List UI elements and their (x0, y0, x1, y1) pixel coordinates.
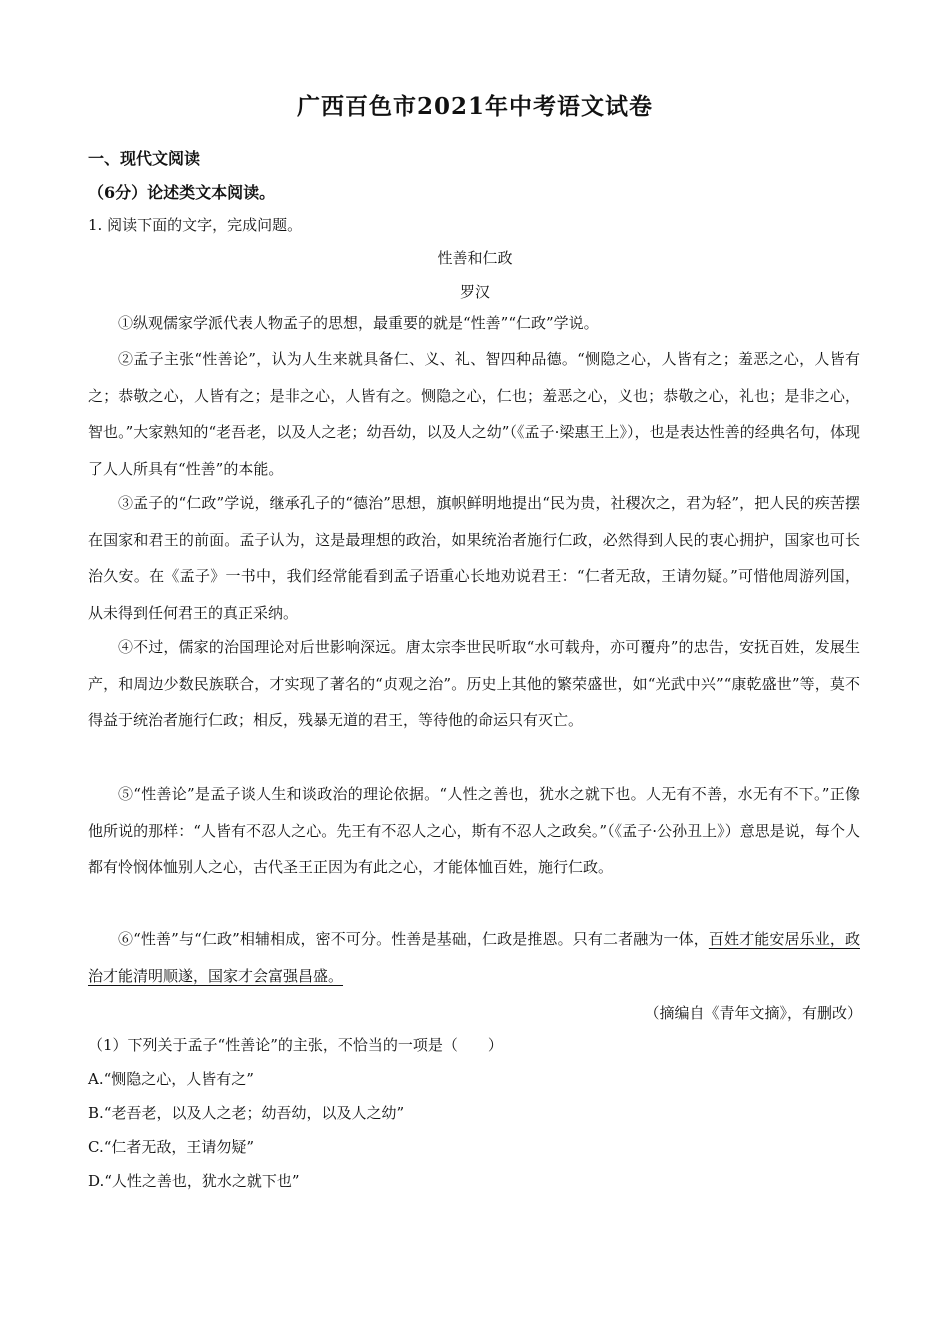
option-a: A.“恻隐之心，人皆有之” (88, 1070, 254, 1088)
paragraph-6-text: ⑥“性善”与“仁政”相辅相成，密不可分。性善是基础，仁政是推恩。只有二者融为一体， (118, 930, 709, 948)
article-paragraph-4: ④不过，儒家的治国理论对后世影响深远。唐太宗李世民听取“水可载舟，亦可覆舟”的忠告，安抚百姓，发展生产，和周边少数民族联合，才实现了著名的“贞观之治”。历史上其他的繁荣盛世，如“光武中兴”“康乾盛世”等，莫不得益于统治者施行仁政；相反，残暴无道的君王，等待他的命运只有灭亡。 (88, 638, 860, 730)
article-source: （摘编自《青年文摘》，有删改） (644, 1004, 862, 1022)
article-paragraph-2: ②孟子主张“性善论”，认为人生来就具备仁、义、礼、智四种品德。“恻隐之心，人皆有之；羞恶之心，人皆有之；恭敬之心，人皆有之；是非之心，人皆有之。恻隐之心，仁也；羞恶之心，义也；恭敬之心，礼也；是非之心，智也。”大家熟知的“老吾老，以及人之老；幼吾幼，以及人之幼”（《孟子·梁惠王上》），也是表达性善的经典名句，体现了人人所具有“性善”的本能。 (88, 350, 860, 478)
option-d: D.“人性之善也，犹水之就下也” (88, 1172, 300, 1190)
question-intro: 1. 阅读下面的文字，完成问题。 (88, 216, 303, 234)
section-heading: 一、现代文阅读 (88, 149, 201, 168)
option-c: C.“仁者无敌，王请勿疑” (88, 1138, 255, 1156)
article-paragraph-1: ①纵观儒家学派代表人物孟子的思想，最重要的就是“性善”“仁政”学说。 (118, 314, 599, 332)
page-title: 广西百色市2021年中考语文试卷 (296, 93, 653, 120)
question-1-stem: （1）下列关于孟子“性善论”的主张，不恰当的一项是（ ） (88, 1036, 503, 1054)
article-paragraph-3: ③孟子的“仁政”学说，继承孔子的“德治”思想，旗帜鲜明地提出“民为贵，社稷次之，君为轻”，把人民的疾苦摆在国家和君王的前面。孟子认为，这是最理想的政治，如果统治者施行仁政，必然得到人民的衷心拥护，国家也可长治久安。在《孟子》一书中，我们经常能看到孟子语重心长地劝说君王：“仁者无敌，王请勿疑。”可惜他周游列国，从未得到任何君王的真正采纳。 (88, 494, 860, 622)
underlined-sentence: 百姓才能安居乐业，政治才能清明顺遂，国家才会富强昌盛。 (88, 930, 860, 985)
article-paragraph-5: ⑤“性善论”是孟子谈人生和谈政治的理论依据。“人性之善也，犹水之就下也。人无有不善，水无有不下。”正像他所说的那样：“人皆有不忍人之心。先王有不忍人之心，斯有不忍人之政矣。”（《孟子·公孙丑上》）意思是说，每个人都有怜悯体恤别人之心，古代圣王正因为有此之心，才能体恤百姓，施行仁政。 (88, 785, 860, 877)
article-paragraph-6 (88, 921, 860, 994)
article-author: 罗汉 (459, 283, 490, 301)
article-title: 性善和仁政 (437, 249, 513, 267)
subsection-heading: （6分）论述类文本阅读。 (88, 183, 276, 202)
option-b: B.“老吾老，以及人之老；幼吾幼，以及人之幼” (88, 1104, 405, 1122)
